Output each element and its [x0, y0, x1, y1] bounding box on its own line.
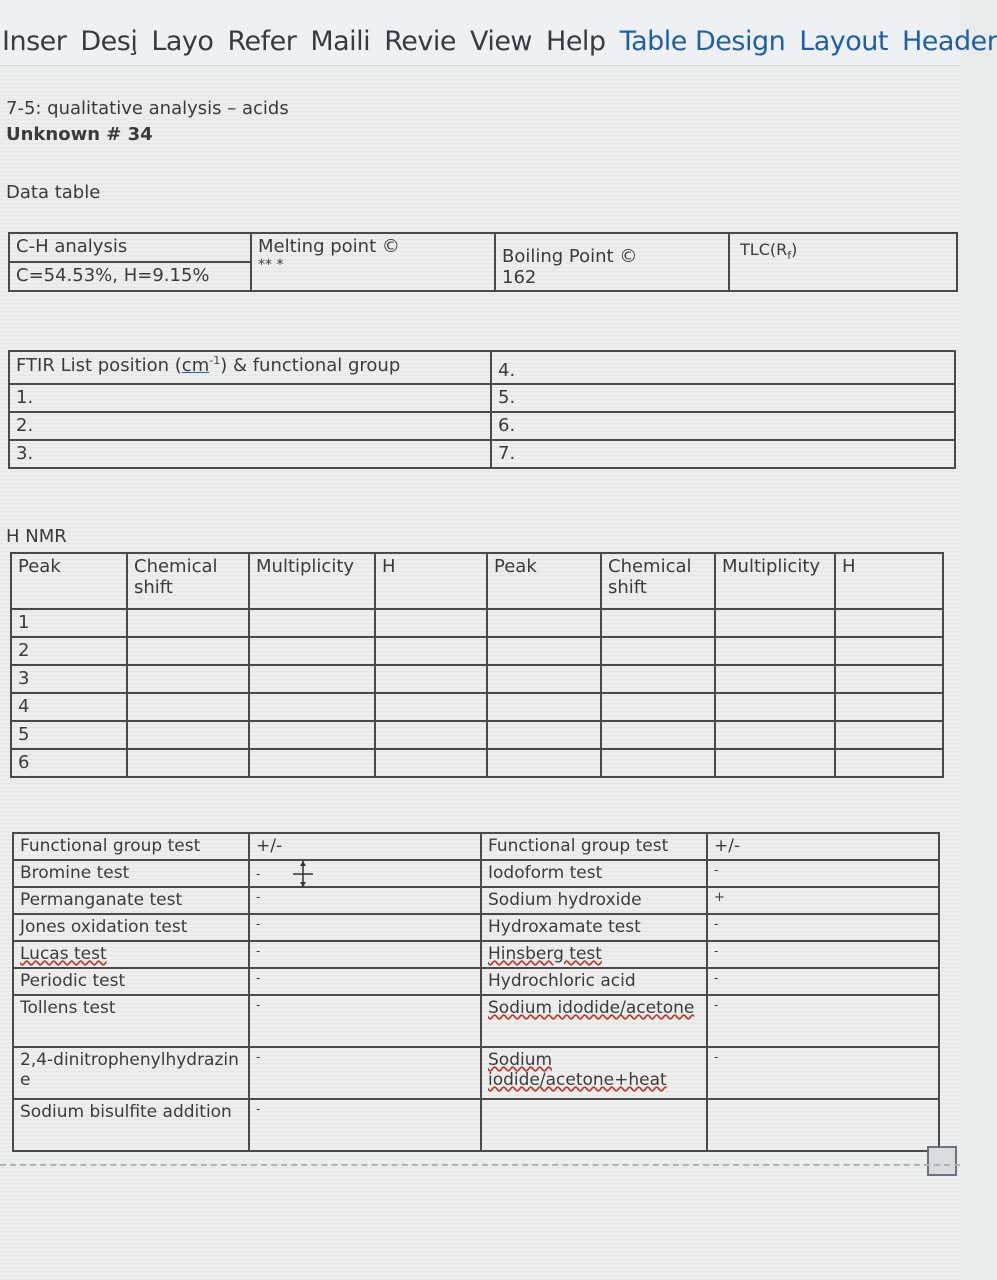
ribbon-tabs — [0, 0, 997, 66]
nmr-cell[interactable] — [375, 665, 487, 693]
nmr-cell[interactable] — [249, 609, 375, 637]
tab-mailings[interactable]: Maili — [310, 26, 371, 57]
fg-result-dnph[interactable]: - — [249, 1047, 481, 1099]
ch-analysis-header[interactable]: C-H analysis — [9, 233, 251, 262]
fg-test-dnph[interactable]: 2,4-dinitrophenylhydrazine — [13, 1047, 249, 1099]
nmr-cell[interactable] — [715, 749, 835, 777]
tlc-cell[interactable] — [729, 233, 957, 291]
nmr-cell[interactable] — [487, 749, 601, 777]
nmr-cell[interactable] — [375, 637, 487, 665]
nmr-cell[interactable] — [715, 637, 835, 665]
functional-group-table — [12, 832, 940, 1152]
nmr-cell[interactable] — [249, 637, 375, 665]
melting-point-value: ** * — [258, 257, 284, 273]
fg-result-iodoform[interactable]: - — [707, 860, 939, 887]
page-bottom-margin-line — [0, 1164, 960, 1166]
nmr-cell[interactable] — [601, 665, 715, 693]
nmr-row-label[interactable]: 5 — [11, 721, 127, 749]
boiling-point-header: Boiling Point © — [502, 246, 638, 267]
nmr-row-label[interactable]: 1 — [11, 609, 127, 637]
nmr-row-label[interactable]: 2 — [11, 637, 127, 665]
fg-header-test-left[interactable]: Functional group test — [13, 833, 249, 860]
fg-result-permanganate[interactable]: - — [249, 887, 481, 914]
nmr-cell[interactable] — [601, 721, 715, 749]
ftir-right-7[interactable]: 7. — [491, 440, 955, 468]
nmr-cell[interactable] — [487, 693, 601, 721]
tab-design[interactable]: Desi̧ — [80, 26, 138, 57]
ftir-table — [8, 350, 956, 469]
table-move-cursor-icon — [290, 859, 316, 889]
nmr-cell[interactable] — [127, 721, 249, 749]
nmr-cell[interactable] — [375, 749, 487, 777]
ftir-right-5[interactable]: 5. — [491, 384, 955, 412]
fg-result-sodium-iodide-heat[interactable]: - — [707, 1047, 939, 1099]
tab-references[interactable]: Refer — [227, 26, 297, 57]
boiling-point-cell[interactable] — [495, 233, 729, 291]
fg-test-lucas-text: Lucas test — [20, 944, 107, 964]
fg-test-lucas[interactable] — [13, 941, 249, 968]
nmr-cell[interactable] — [375, 693, 487, 721]
ftir-right-6[interactable]: 6. — [491, 412, 955, 440]
ftir-header-text-a: FTIR List position ( — [16, 355, 182, 376]
nmr-cell[interactable] — [715, 665, 835, 693]
ftir-left-2[interactable]: 2. — [9, 412, 491, 440]
fg-empty-cell[interactable] — [481, 1099, 707, 1151]
fg-result-tollens[interactable]: - — [249, 995, 481, 1047]
fg-test-iodoform[interactable]: Iodoform test — [481, 860, 707, 887]
nmr-cell[interactable] — [127, 693, 249, 721]
table-resize-handle[interactable] — [927, 1146, 957, 1176]
nmr-header-h-1[interactable]: H — [375, 553, 487, 609]
nmr-cell[interactable] — [835, 693, 943, 721]
ch-analysis-value[interactable]: C=54.53%, H=9.15% — [9, 262, 251, 291]
tab-table-layout[interactable]: Layout — [799, 26, 888, 57]
melting-point-cell[interactable] — [251, 233, 495, 291]
nmr-cell[interactable] — [487, 637, 601, 665]
nmr-cell[interactable] — [715, 721, 835, 749]
fg-result-hinsberg[interactable]: - — [707, 941, 939, 968]
tab-help[interactable]: Help — [546, 26, 606, 57]
nmr-header-shift-1[interactable]: Chemical shift — [127, 553, 249, 609]
ftir-right-4[interactable]: 4. — [491, 351, 955, 384]
nmr-header-multiplicity-1[interactable]: Multiplicity — [249, 553, 375, 609]
fg-test-sodium-iodide-acetone-text: Sodium idodide/acetone — [488, 998, 695, 1018]
unknown-number: Unknown # 34 — [6, 124, 153, 145]
fg-test-permanganate[interactable]: Permanganate test — [13, 887, 249, 914]
hnmr-label: H NMR — [6, 526, 67, 547]
tab-view[interactable]: View — [469, 26, 533, 57]
fg-test-sodium-iodide-heat[interactable] — [481, 1047, 707, 1099]
nmr-cell[interactable] — [487, 665, 601, 693]
fg-result-sodium-hydroxide[interactable]: + — [707, 887, 939, 914]
fg-test-hinsberg[interactable] — [481, 941, 707, 968]
data-table-label: Data table — [6, 182, 101, 203]
nmr-cell[interactable] — [835, 609, 943, 637]
nmr-cell[interactable] — [249, 665, 375, 693]
ftir-header-unit: cm — [181, 355, 210, 376]
tab-insert[interactable]: Inser — [2, 26, 67, 57]
ftir-header-sup: -1 — [209, 354, 221, 367]
fg-result-bromine[interactable] — [249, 860, 481, 887]
nmr-cell[interactable] — [601, 693, 715, 721]
fg-result-bisulfite[interactable]: - — [249, 1099, 481, 1151]
ftir-left-1[interactable]: 1. — [9, 384, 491, 412]
nmr-cell[interactable] — [715, 693, 835, 721]
ftir-left-3[interactable]: 3. — [9, 440, 491, 468]
fg-test-bisulfite[interactable]: Sodium bisulfite addition — [13, 1099, 249, 1151]
nmr-row-label[interactable]: 3 — [11, 665, 127, 693]
fg-result-jones[interactable]: - — [249, 914, 481, 941]
nmr-cell[interactable] — [375, 721, 487, 749]
nmr-header-peak-1[interactable]: Peak — [11, 553, 127, 609]
nmr-cell[interactable] — [835, 665, 943, 693]
nmr-cell[interactable] — [249, 693, 375, 721]
tab-header[interactable]: Header — [902, 26, 997, 57]
fg-test-tollens[interactable]: Tollens test — [13, 995, 249, 1047]
document-page[interactable] — [0, 66, 960, 1280]
fg-result-bromine-value: - — [256, 867, 261, 881]
nmr-cell[interactable] — [835, 721, 943, 749]
nmr-header-h-2[interactable]: H — [835, 553, 943, 609]
fg-result-periodic[interactable]: - — [249, 968, 481, 995]
fg-empty-cell[interactable] — [707, 1099, 939, 1151]
fg-result-hydroxamate[interactable]: - — [707, 914, 939, 941]
fg-test-sodium-iodide-heat-text: Sodium iodide/acetone+heat — [488, 1050, 667, 1090]
boiling-point-value: 162 — [502, 267, 537, 288]
melting-point-header: Melting point © — [258, 236, 400, 257]
nmr-cell[interactable] — [249, 721, 375, 749]
tlc-close: ) — [791, 240, 798, 259]
nmr-header-multiplicity-2[interactable]: Multiplicity — [715, 553, 835, 609]
ftir-header-text-b: ) & functional group — [220, 355, 401, 376]
nmr-cell[interactable] — [601, 749, 715, 777]
nmr-cell[interactable] — [835, 749, 943, 777]
nmr-cell[interactable] — [601, 637, 715, 665]
fg-test-sodium-iodide-acetone[interactable] — [481, 995, 707, 1047]
fg-test-hydrochloric[interactable]: Hydrochloric acid — [481, 968, 707, 995]
fg-header-test-right[interactable]: Functional group test — [481, 833, 707, 860]
tab-layout-doc[interactable]: Layo — [151, 26, 214, 57]
tab-table-design[interactable]: Table Design — [619, 26, 786, 57]
nmr-cell[interactable] — [127, 665, 249, 693]
tlc-header: TLC(R — [740, 240, 788, 259]
nmr-cell[interactable] — [487, 721, 601, 749]
tab-review[interactable]: Revie — [384, 26, 456, 57]
doc-heading: 7-5: qualitative analysis – acids — [6, 98, 289, 119]
nmr-header-shift-2[interactable]: Chemical shift — [601, 553, 715, 609]
nmr-cell[interactable] — [249, 749, 375, 777]
properties-table — [8, 232, 958, 292]
fg-result-lucas[interactable]: - — [249, 941, 481, 968]
nmr-cell[interactable] — [601, 609, 715, 637]
nmr-header-peak-2[interactable]: Peak — [487, 553, 601, 609]
nmr-cell[interactable] — [127, 637, 249, 665]
fg-test-sodium-hydroxide[interactable]: Sodium hydroxide — [481, 887, 707, 914]
nmr-row-label[interactable]: 4 — [11, 693, 127, 721]
nmr-row-label[interactable]: 6 — [11, 749, 127, 777]
fg-result-hydrochloric[interactable]: - — [707, 968, 939, 995]
tlc-subscript: f — [787, 249, 792, 263]
fg-test-jones[interactable]: Jones oxidation test — [13, 914, 249, 941]
nmr-cell[interactable] — [127, 749, 249, 777]
fg-test-hinsberg-text: Hinsberg test — [488, 944, 602, 964]
fg-test-periodic[interactable]: Periodic test — [13, 968, 249, 995]
fg-result-sodium-iodide-acetone[interactable]: - — [707, 995, 939, 1047]
ftir-header[interactable] — [9, 351, 491, 384]
nmr-cell[interactable] — [715, 609, 835, 637]
nmr-cell[interactable] — [835, 637, 943, 665]
nmr-cell[interactable] — [487, 609, 601, 637]
hnmr-table — [10, 552, 944, 778]
fg-test-hydroxamate[interactable]: Hydroxamate test — [481, 914, 707, 941]
fg-header-sign-right[interactable]: +/- — [707, 833, 939, 860]
nmr-cell[interactable] — [127, 609, 249, 637]
fg-header-sign-left[interactable]: +/- — [249, 833, 481, 860]
fg-test-bromine[interactable]: Bromine test — [13, 860, 249, 887]
nmr-cell[interactable] — [375, 609, 487, 637]
